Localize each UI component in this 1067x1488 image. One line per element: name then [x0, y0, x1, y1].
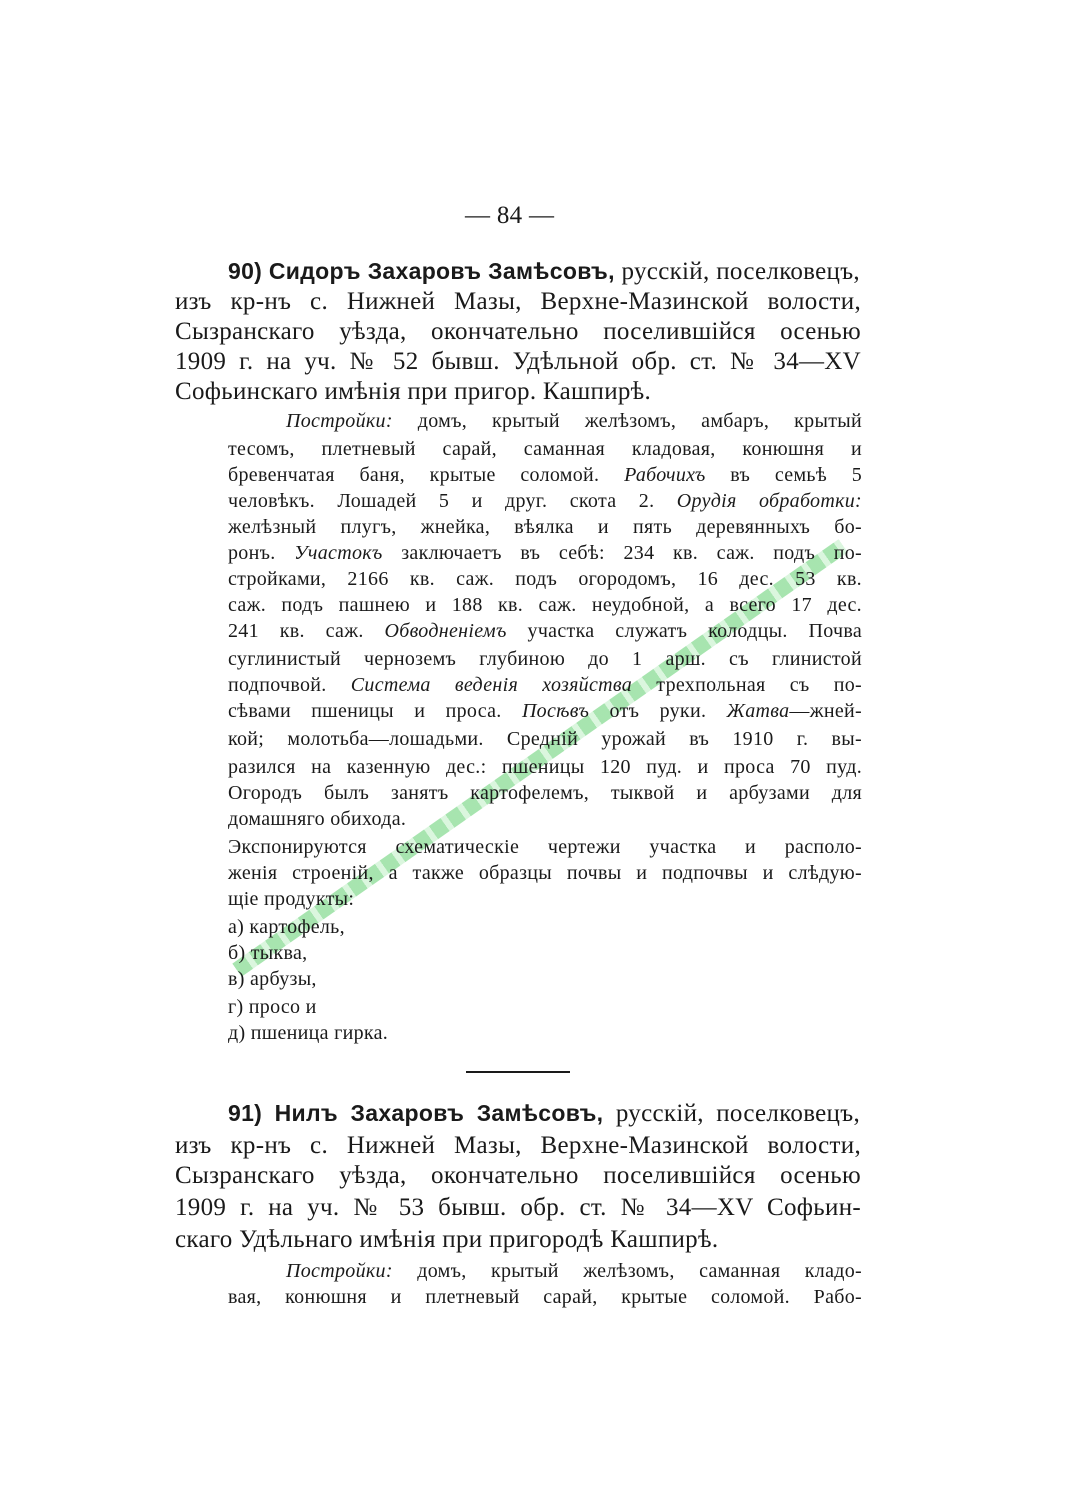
- desc-90-line-12-zhatva: [727, 700, 862, 722]
- desc-90-line-10: суглинистый черноземъ глубиною до 1 арш. съ глинистой: [228, 648, 862, 670]
- desc-90-line-1: [286, 410, 862, 433]
- label-uchastok: Участокъ: [294, 542, 383, 564]
- desc-90-line-12-c: —жней-: [789, 700, 862, 722]
- desc-90-line-12-b: отъ руки.: [609, 700, 707, 722]
- entry-90-line-1-rest: русскій, поселковецъ,: [621, 258, 860, 285]
- desc-90-line-15: Огородъ былъ занятъ картофелемъ, тыквой и арбузами для: [228, 782, 862, 804]
- desc-90-line-9-a: 241 кв. саж.: [228, 620, 364, 642]
- desc-90-line-6: [228, 542, 862, 565]
- desc-91-line-1-rest: домъ, крытый желѣзомъ, саманная кладо-: [417, 1260, 862, 1282]
- entry-91-line-5: скаго Удѣльнаго имѣнія при пригородѣ Кашпирѣ.: [175, 1226, 719, 1253]
- label-postroiki: Постройки:: [286, 410, 393, 432]
- entry-91-line-1: [228, 1100, 860, 1128]
- label-zhatva: Жатва: [726, 700, 790, 722]
- entry-90-line-5: Софьинскаго имѣнія при пригор. Кашпирѣ.: [175, 378, 652, 405]
- entry-90-line-2: изъ кр-нъ с. Нижней Мазы, Верхне-Мазинской волости,: [175, 288, 861, 315]
- exhibit-item: д) пшеница гирка.: [228, 1022, 389, 1044]
- desc-90-line-2: тесомъ, плетневый сарай, саманная кладовая, конюшня и: [228, 438, 862, 460]
- exhibit-item: б) тыква,: [228, 942, 308, 964]
- entry-91-line-1-rest: русскій, поселковецъ,: [615, 1100, 860, 1127]
- label-obvodneniem: Обводненіемъ: [384, 620, 507, 642]
- label-orudiya: Орудія обработки:: [676, 490, 862, 512]
- entry-91-line-2: изъ кр-нъ с. Нижней Мазы, Верхне-Мазинской волости,: [175, 1132, 861, 1159]
- desc-90-line-1-rest: домъ, крытый желѣзомъ, амбаръ, крытый: [417, 410, 862, 432]
- exhibit-90-line-1: Экспонируются схематическіе чертежи участка и располо-: [228, 836, 862, 858]
- entry-90-name: Сидоръ Захаровъ Замѣсовъ,: [268, 258, 615, 284]
- desc-90-line-11-b: трехпольная съ по-: [656, 674, 862, 696]
- entry-90-number: 90): [228, 258, 263, 284]
- label-posev: Посѣвъ: [521, 700, 590, 722]
- desc-90-line-3-a: бревенчатая баня, крытые соломой.: [228, 464, 600, 486]
- desc-90-line-5: желѣзный плугъ, жнейка, вѣялка и пять деревянныхъ бо-: [228, 516, 862, 538]
- desc-90-line-4-a: человѣкъ. Лошадей 5 и друг. скота 2.: [228, 490, 655, 512]
- exhibit-90-line-2: женія строеній, а также образцы почвы и подпочвы и слѣдую-: [228, 862, 862, 884]
- desc-90-line-11-a: подпочвой.: [228, 674, 327, 696]
- desc-90-line-3: [228, 464, 862, 487]
- desc-90-line-3-b: въ семьѣ 5: [730, 464, 863, 486]
- desc-90-line-7: стройками, 2166 кв. саж. подъ огородомъ, 16 дес. 53 кв.: [228, 568, 862, 590]
- entry-90-line-4: 1909 г. на уч. № 52 бывш. Удѣльной обр. ст. № 34—XV: [175, 348, 861, 375]
- page-number: — 84 —: [465, 202, 555, 229]
- desc-90-line-12-a: сѣвами пшеницы и проса.: [228, 700, 502, 722]
- desc-90-line-9: [228, 620, 862, 643]
- desc-90-line-16: домашняго обихода.: [228, 808, 407, 830]
- desc-90-line-11: [228, 674, 862, 697]
- desc-91-line-2: вая, конюшня и плетневый сарай, крытые соломой. Рабо-: [228, 1286, 862, 1308]
- entry-91-number: 91): [228, 1100, 263, 1126]
- desc-90-line-6-a: ронъ.: [228, 542, 276, 564]
- entry-90-line-3: Сызранскаго уѣзда, окончательно поселившійся осенью: [175, 318, 861, 345]
- desc-90-line-12: [228, 700, 862, 723]
- entry-90-line-1: [228, 258, 860, 286]
- exhibit-item: г) просо и: [228, 996, 317, 1018]
- section-divider: [466, 1071, 570, 1073]
- desc-90-line-8: саж. подъ пашнею и 188 кв. саж. неудобной, а всего 17 дес.: [228, 594, 862, 616]
- exhibit-90-line-3: щіе продукты:: [228, 888, 355, 910]
- desc-90-line-4: [228, 490, 862, 513]
- desc-90-line-14: разился на казенную дес.: пшеницы 120 пуд. и проса 70 пуд.: [228, 756, 862, 778]
- desc-90-line-13: кой; молотьба—лошадьми. Средній урожай въ 1910 г. вы-: [228, 728, 862, 750]
- entry-91-line-4: 1909 г. на уч. № 53 бывш. обр. ст. № 34—XV Софьин-: [175, 1194, 861, 1221]
- desc-90-line-9-b: участка служатъ колодцы. Почва: [527, 620, 862, 642]
- exhibit-item: в) арбузы,: [228, 968, 317, 990]
- label-postroiki-91: Постройки:: [286, 1260, 393, 1282]
- entry-91-line-3: Сызранскаго уѣзда, окончательно поселившійся осенью: [175, 1162, 861, 1189]
- entry-91-name: Нилъ Захаровъ Замѣсовъ,: [274, 1100, 604, 1126]
- desc-91-line-1: [286, 1260, 862, 1283]
- desc-90-line-6-b: заключаетъ въ себѣ: 234 кв. саж. подъ по-: [401, 542, 862, 564]
- label-sistema: Система веденія хозяйства: [350, 674, 633, 696]
- exhibit-item: а) картофель,: [228, 916, 345, 938]
- label-rabochikh: Рабочихъ: [624, 464, 706, 486]
